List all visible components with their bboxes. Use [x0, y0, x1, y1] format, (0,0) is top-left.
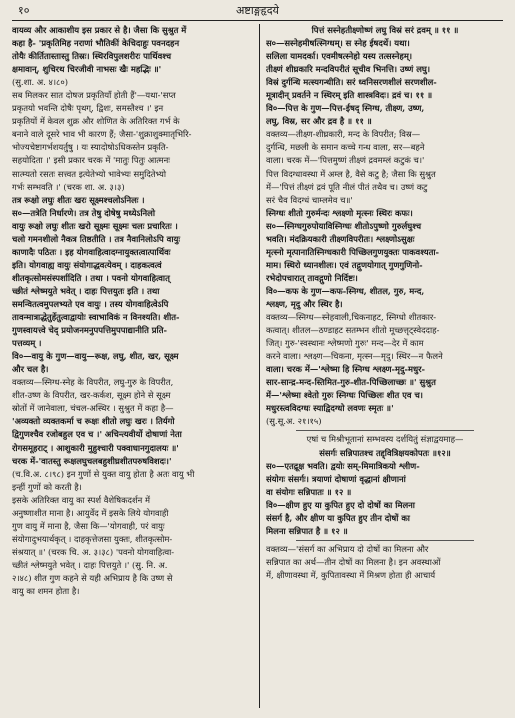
text-line: स०—स्निग्धगुरुपोयाविस्निग्धः शीतोऽपुष्णो गुरुर्लघुश्च [266, 220, 422, 231]
text-line: 'अव्यक्तो व्यक्तकर्मा च रूक्षः शीतो लघुः खरः । तिर्यगो [12, 416, 175, 427]
text-line: स्निग्धः शीतो गुरुर्मन्दः श्लक्ष्णो मृत्स्नः स्थिरः कफः। [266, 207, 413, 218]
text-line: रोगसमूहराट् । आशुकारी मुहुश्चारी पक्वाधानगुदालयः ॥' [12, 442, 179, 453]
text-line: संयोगादुभयार्थकृत् । दाहकृत्तेजसा युक्तः, शीतकृत्सोम- [12, 533, 173, 544]
text-line: तत्र रूक्षो लघुः शीतः खरः सूक्ष्मश्चलोऽनिलः । [12, 194, 145, 205]
text-line: सन्निपात का अर्थ—तीन दोषों का मिलना है। इन अवस्थाओं [266, 556, 441, 567]
text-line: मृत्स्नो मृत्पानातिस्निग्धकारी पिच्छिलगुणयुक्तः पाकवश्यता- [266, 246, 440, 257]
section-separator [296, 430, 474, 431]
text-line: तोयैः कीर्तितास्तास्तु तिस्रः। स्थिरविपुलशरीरः पार्थिवश्च [12, 51, 172, 62]
section-separator [296, 540, 474, 541]
left-column [12, 24, 252, 712]
text-line: अनुष्णाशीत माना है। आयुर्वेद में इसके लिये योगवाही [12, 507, 169, 518]
text-line: बनाने वाले दूसरे भाव भी कारण हैं; जैसा-'शुक्राशुक्मातृभिरि- [12, 129, 192, 140]
text-line: वि०—पित्त के गुण—पित्त-ईषद् स्निग्ध, तीक्ष्ण, उष्ण, [266, 103, 425, 114]
text-line: मूत्रादीन् प्रवर्तने न स्थिरम् इति शास्त्रविदः। द्रवं च। ११ ॥ [266, 90, 433, 101]
text-line: वि०—क्षीण हुए या कुपित हुए दो दोषों का मिलना [266, 499, 415, 510]
text-line: इसके अतिरिक्त वायु का स्पर्श वैशेषिकदर्शन में [12, 494, 150, 505]
text-line: गर्भः सम्भवति ।' (चरक शा. अ. ३।३) [12, 181, 125, 192]
text-line: क्षमावान्, शुचिरथ चिरजीवी नाभसः खैः महद्भिः ॥' [12, 64, 162, 75]
text-line: शीतकृत्सोमसंस्पर्शादिति । तथा । पवनो योगवाहित्वात् [12, 272, 170, 283]
text-line: चलो गमनशीलो नैकत्र तिष्ठतीति । तत्र नैवानिलोऽपि वायुः [12, 233, 181, 244]
text-line: पित्त विदग्धावस्था में अम्ल है, वैसे कटु है; जैसा कि सुश्रुत [266, 168, 436, 179]
text-line: वाला। चरक में—'श्लेष्मा हि स्निग्ध श्लक्ष्ण-मृदु-मधुर- [266, 364, 426, 375]
text-line: चरक में-'वातस्तु रूक्षलघुचलबहुशीघ्रशीतपरुषविशदः।' [12, 455, 172, 466]
right-column [266, 24, 504, 712]
text-line: संसर्ग है, और क्षीण या कुपित हुए तीन दोषों का [266, 512, 410, 523]
text-line: गुण वायु में माना है, जैसा कि—'योगवाही, परं वायुः [12, 520, 165, 531]
text-line: तावन्मात्राद्धेतुर्हेतुत्वाद्वायोः स्वाभाविकं न विनश्यति। शीत- [12, 312, 180, 323]
text-line: विस्रं दुर्गन्धि मत्स्यगन्धीति। सरं ध्वनिसरणशीलं सरणशील- [266, 77, 437, 88]
text-line: सरं चैव विदग्धं चाम्लमेव च॥' [266, 194, 353, 205]
text-line: वक्तव्य—स्निग्ध-स्नेह के विपरीत, लघु-गुरु के विपरीत, [12, 377, 174, 388]
page-header [0, 0, 515, 20]
text-line: २।४८) शीत गुण कहने से यही अभिप्राय है कि उष्ण से [12, 572, 173, 583]
text-line: में—'पित्तं तीक्ष्णं द्रवं पूति नीलं पीतं तथैव च। उष्णं कटु [266, 181, 428, 192]
text-line: मधुरस्त्वविदग्धः स्याद्विदग्धो लवणः स्मृतः ॥' [266, 403, 394, 414]
text-line: सहयोदिता ।' इसी प्रकार चरक में 'मातुः पितुः आत्मनः [12, 155, 170, 166]
text-line: में—'श्लेष्मा श्वेतो गुरुः स्निग्धः पिच्छिलः शीत एव च। [266, 390, 423, 401]
text-line: वक्तव्य—'संसर्ग का अभिप्राय दो दोषों का मिलना और [266, 543, 429, 554]
text-line: द्विगुणश्चैव रजोबहुल एव च ।' अचिन्त्यवीर्यो दोषाणां नेता [12, 429, 182, 440]
text-line: काणादैः पठितः । इह योगवाहित्वादग्नायुक्तत्वात्पार्थिवः [12, 246, 171, 257]
text-line: वायव्य और आकाशीय इस प्रकार से है। जैसा कि सुश्रुत में [12, 25, 187, 35]
text-line: वाला। चरक में—'पित्तमुष्णं तीक्ष्णं द्रवमम्लं कटुकं च।' [266, 155, 425, 166]
text-line: वा संयोगः सन्निपातः ॥ १२ ॥ [266, 486, 352, 497]
text-line: स०—एतद्रूक्ष भवति। द्वयोः सम्-मिमात्रिकयो श्लीण- [266, 460, 420, 471]
column-divider [259, 24, 260, 708]
text-line: माम। स्थिरो ध्यानशीलः। एवं तद्गुणयोगात् गुणगुणिनो- [266, 259, 423, 270]
text-line: च्छीतं श्लेष्मयुते भवेत् । दाहः पित्तयुते ।' (सु. नि. अ. [12, 559, 168, 570]
text-line: भवति। मंदक्रियकारी तीक्ष्णविपरीतः। श्लक्ष्णोऽसुक्षः [266, 233, 415, 244]
text-line: और चल है। [12, 364, 49, 375]
text-line: कत्वात्। शीतल—ठण्डाहट सतम्भन शीतो मूच्छत्तृट्स्वेददाह- [266, 325, 440, 336]
text-line: स्रोतों में जानेवाला, चंचल-अस्थिर । सुश्रुत में कहा है— [12, 403, 174, 414]
text-line: वि०—वायु के गुण—वायु—रूक्ष, लघु, शीत, खर, सूक्ष्म [12, 351, 179, 362]
text-line: वक्तव्य—तीक्ष्ण-शीघ्रकारी, मन्द के विपरीत; विस्र— [266, 129, 421, 140]
text-line: पित्तं सस्नेहतीक्ष्णोष्णं लघु विस्रं सरं द्रवम् ॥ ११ ॥ [311, 25, 459, 35]
text-line: संसर्गः सन्निपातश्च तद्द्वित्रिक्षयकोपतः ॥१२॥ [319, 447, 451, 458]
text-line: श्लक्ष्ण, मृदु और स्थिर है। [266, 298, 343, 309]
text-line: एषां च मिश्रीभूतानां सम्भवस्य दर्शयितुं संज्ञाद्वयमाह— [306, 434, 464, 445]
text-line: दुर्गन्धि, मछली के समान कच्चे गन्ध वाला, सर—बहने [266, 142, 425, 153]
text-line: जित्। गुरु-'स्वस्थानः श्लेष्मणो गुरुः' मन्द—देर में काम [266, 338, 424, 349]
text-line: प्रकृतियों में केवल शुक्र और शोणित के अतिरिक्त गर्भ के [12, 116, 180, 127]
text-line: सलिला यामदर्का। एवमीषत्स्नेहो यस्य तत्सस्नेहम्। [266, 51, 413, 62]
text-line: समन्वितत्वमुपलभ्यते एव वायुः । तस्य योगवाहित्वेऽपि [12, 298, 169, 309]
text-line: करने वाला। श्लक्ष्ण—चिकना, मृत्स्न—मृदु। स्थिर—न फैलने [266, 351, 443, 362]
text-line: वक्तव्य—स्निग्ध—स्नेहवाली,चिकनाहट, स्निग्धो शीतकार- [266, 312, 437, 323]
text-line: (सु.शा. अ. ४।८०) [12, 77, 69, 88]
text-line: इति। योगवाह्य वायुः संयोगाद्धवत्येवम् । दाहकत्वत्वं [12, 259, 162, 270]
text-line: शीत-उष्ण के विपरीत, खर-कर्कश, सूक्ष्म होने से सूक्ष्म [12, 390, 171, 401]
text-line: लघु, विस्र, सर और द्रव है ॥ ११ ॥ [266, 116, 372, 127]
text-line: इन्हीं गुणों को करती है। [12, 481, 82, 492]
text-line: (च.वि.अ. ८।९८) इन गुणों से युक्त वायु होता है अतः वायु भी [12, 468, 195, 479]
text-line: रभेदोपचारात् तावद्गुणो निर्दिष्टः। [266, 272, 358, 283]
page-number: १० [18, 4, 30, 17]
text-line: वायुः रूक्षो लघुः शीतः खरो सूक्ष्मः सूक्ष्मः चलः प्रचारितः । [12, 220, 178, 231]
text-line: मिलना सन्निपात है ॥ १२ ॥ [266, 525, 348, 536]
text-line: पत्तव्यम् । [12, 338, 42, 349]
text-line: भोज्यचेष्टागर्भशयर्तुषु । यः स्यादोषोऽधिकस्तेन प्रकृति- [12, 142, 169, 153]
text-line: (सु.सू.अ. २१।१५) [266, 416, 322, 427]
text-line: सात्म्यतो रसतः सत्त्वत इत्येतेभ्यो भावेभ्यः समुदितेभ्यो [12, 168, 167, 179]
text-line: स०—सस्नेहमीषत्स्निग्धम्। स स्नेह ईषदर्थे। यथा। [266, 38, 410, 49]
text-line: च्छीतं श्लेष्मयुते भवेत् । दाहः पित्तयुतः इति । तथा [12, 285, 160, 296]
running-title: अष्टाङ्गहृदये [236, 4, 279, 17]
text-line: तीक्ष्णं शीघ्रकारि मन्दविपरीतं सूचीव भिनत्ति। उष्णं लघु। [266, 64, 431, 75]
header-rule [12, 20, 503, 21]
text-line: कहा है- 'प्रकृतिमिह नराणां भौतिकीं केचिदाहुः पवनदहन [12, 38, 180, 49]
text-line: संयोगः संसर्गः। त्रयाणां दोषाणां वृद्धानां क्षीणानां [266, 473, 406, 484]
text-line: गुणस्वायत्त्वे चेद् प्रयोजनमनुपपत्तिमुपपाद्यानीति प्रति- [12, 325, 167, 336]
text-line: प्रकृतयो भवन्ति दोषैः पृथग्, द्विशः, समस्तैश्च ।' इन [12, 103, 164, 114]
text-line: वायु का शमन होता है। [12, 586, 80, 597]
text-line: सब मिलकर सात दोषज प्रकृतियाँ होती हैं'—यथा-'सप्त [12, 90, 176, 101]
text-line: संश्रयात् ॥' (चरक चि. अ. ३।३८) 'पवनो योगवाहित्वा- [12, 546, 175, 557]
text-line: स०—तत्रेति निर्धारणे। तत्र तेषु दोषेषु मध्येऽनिलो [12, 207, 155, 218]
text-line: में, क्षीणावस्था में, कुपितावस्था में मिश्रण होता ही आचार्य [266, 569, 436, 580]
text-line: सार-सान्द्र-मन्द-स्तिमित-गुरु-शीत-पिच्छिलाच्छः ॥' सुश्रुत [266, 377, 436, 388]
text-line: वि०—कफ के गुण—कफ-स्निग्ध, शीतल, गुरु, मन्द, [266, 285, 425, 296]
